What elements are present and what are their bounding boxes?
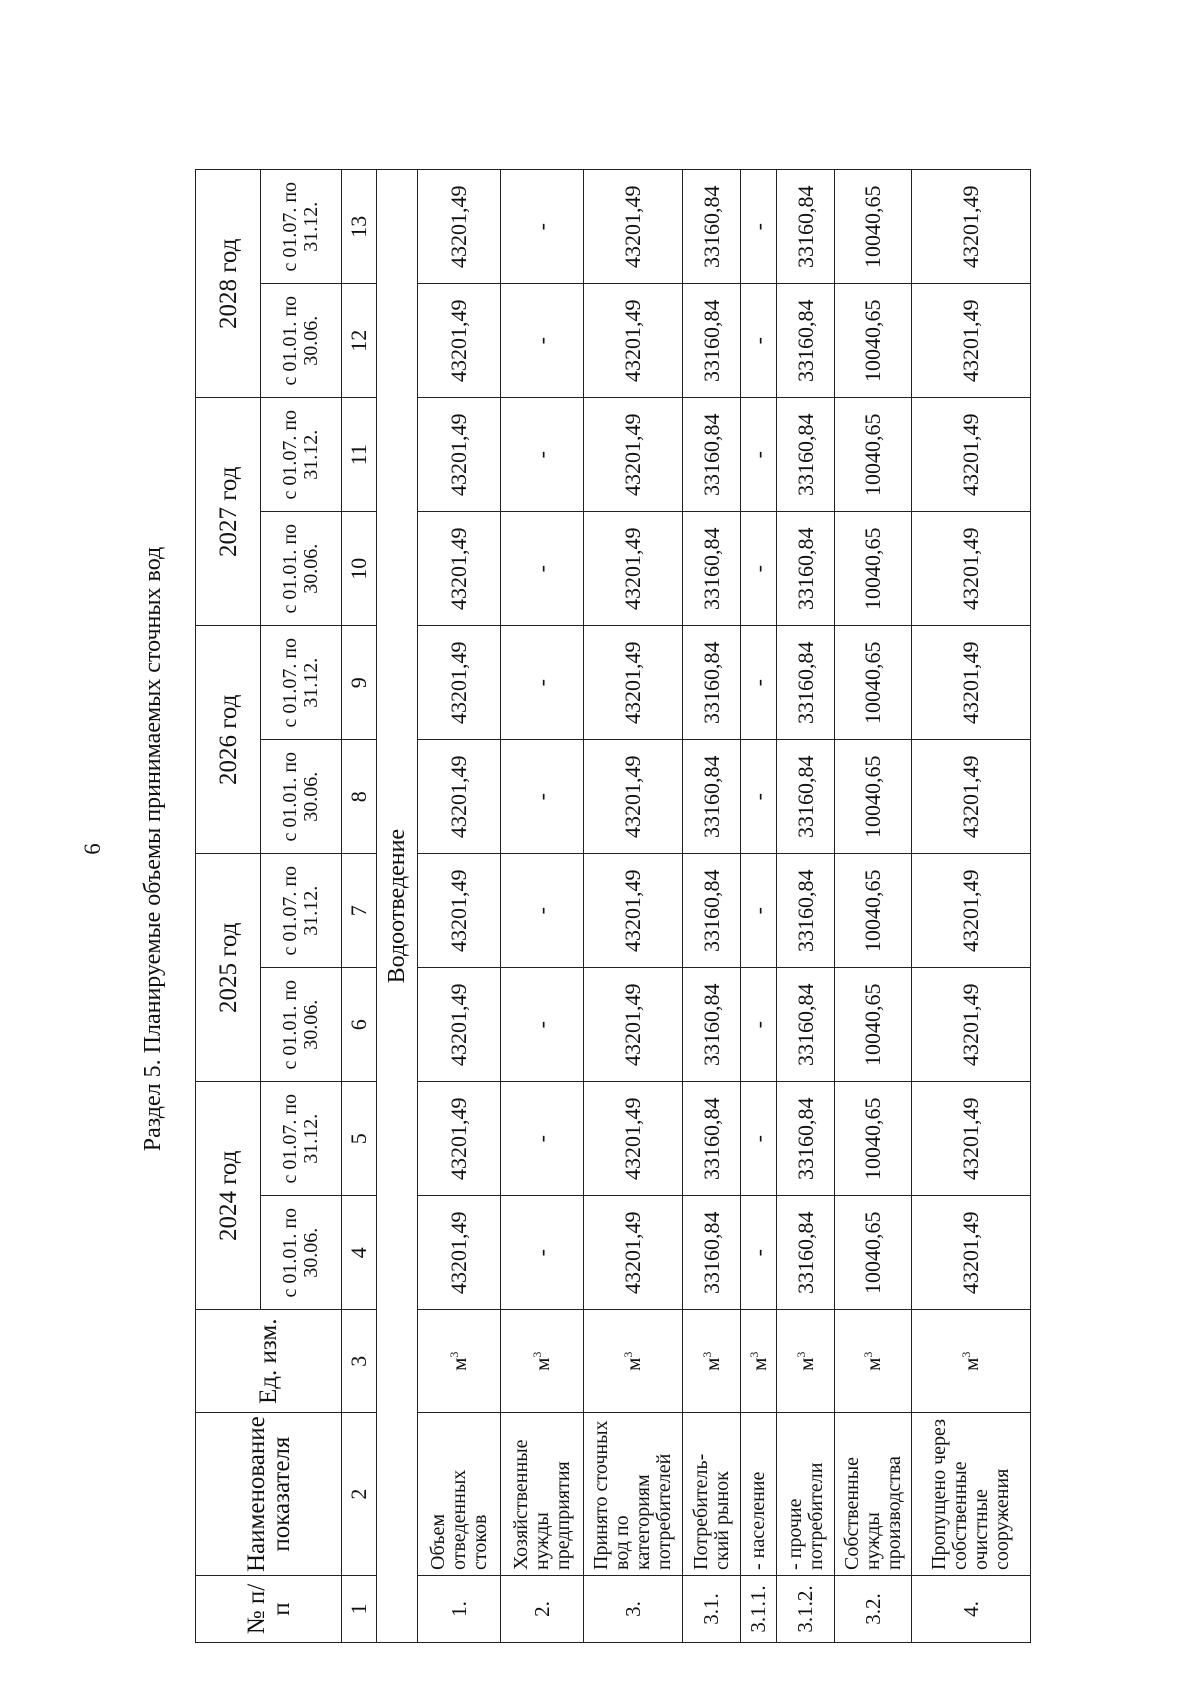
header-year: 2026 год: [196, 626, 261, 854]
row-value: 33160,84: [777, 626, 835, 740]
column-number: 13: [342, 170, 377, 284]
row-value: 10040,65: [835, 626, 912, 740]
header-period-h2: с 01.07. по 31.12.: [261, 854, 342, 968]
row-name: Потребитель-ский рынок: [683, 1413, 741, 1576]
row-name: Хозяйственные нужды предприятия: [501, 1413, 584, 1576]
row-value: 33160,84: [777, 512, 835, 626]
table-row: [584, 170, 683, 1643]
row-value: -: [501, 512, 584, 626]
row-value: -: [741, 740, 777, 854]
table-wrapper: [195, 169, 1031, 1643]
row-value: 43201,49: [912, 284, 1031, 398]
unit-power: 3: [530, 1351, 544, 1358]
unit-label: м: [447, 1357, 471, 1371]
header-period-h1: с 01.01. по 30.06.: [261, 1196, 342, 1310]
unit-power: 3: [447, 1351, 461, 1358]
row-index: 3.1.1.: [741, 1576, 777, 1643]
column-number: 5: [342, 1082, 377, 1196]
row-value: 43201,49: [584, 512, 683, 626]
row-index: 3.: [584, 1576, 683, 1643]
table-row: [683, 170, 741, 1643]
header-num: № п/п: [196, 1576, 342, 1643]
row-value: 43201,49: [912, 626, 1031, 740]
header-name: Наименование показателя: [196, 1413, 342, 1576]
column-number: 6: [342, 968, 377, 1082]
row-value: -: [741, 1082, 777, 1196]
table-row: [912, 170, 1031, 1643]
row-value: -: [501, 854, 584, 968]
row-value: 43201,49: [912, 1082, 1031, 1196]
column-number: 2: [342, 1413, 377, 1576]
header-period-h1: с 01.01. по 30.06.: [261, 968, 342, 1082]
row-unit: [501, 1310, 584, 1413]
row-value: -: [741, 626, 777, 740]
unit-label: м: [699, 1357, 724, 1371]
row-value: 43201,49: [912, 170, 1031, 284]
header-year: 2024 год: [196, 1082, 261, 1310]
row-value: 33160,84: [683, 170, 741, 284]
row-name: Принято сточных вод по категориям потребителей: [584, 1413, 683, 1576]
row-name: Собственные нужды производства: [835, 1413, 912, 1576]
row-value: -: [501, 398, 584, 512]
row-index: 3.1.2.: [777, 1576, 835, 1643]
row-value: -: [741, 284, 777, 398]
row-name: - прочие потребители: [777, 1413, 835, 1576]
header-unit: Ед. изм.: [196, 1310, 342, 1413]
row-value: -: [501, 740, 584, 854]
unit-power: 3: [861, 1351, 875, 1358]
header-period-h2: с 01.07. по 31.12.: [261, 1082, 342, 1196]
row-value: 43201,49: [912, 398, 1031, 512]
row-value: 43201,49: [418, 398, 501, 512]
column-number: 11: [342, 398, 377, 512]
row-index: 3.2.: [835, 1576, 912, 1643]
unit-label: м: [530, 1357, 554, 1371]
header-row-years: [196, 170, 261, 1643]
header-year: 2027 год: [196, 398, 261, 626]
row-value: 10040,65: [835, 1082, 912, 1196]
unit-power: 3: [746, 1351, 761, 1358]
row-value: 10040,65: [835, 512, 912, 626]
row-value: 43201,49: [418, 1196, 501, 1310]
row-value: 10040,65: [835, 398, 912, 512]
row-value: 10040,65: [835, 854, 912, 968]
row-index: 3.1.: [683, 1576, 741, 1643]
row-value: -: [741, 968, 777, 1082]
row-value: 43201,49: [418, 968, 501, 1082]
row-value: 43201,49: [584, 968, 683, 1082]
row-value: 43201,49: [584, 398, 683, 512]
column-number: 3: [342, 1310, 377, 1413]
row-value: 43201,49: [584, 854, 683, 968]
row-index: 1.: [418, 1576, 501, 1643]
row-value: 33160,84: [777, 740, 835, 854]
unit-power: 3: [959, 1351, 973, 1358]
row-unit: [584, 1310, 683, 1413]
column-number: 9: [342, 626, 377, 740]
row-value: -: [501, 170, 584, 284]
row-value: -: [741, 1196, 777, 1310]
page-number: 6: [80, 843, 105, 855]
row-value: 43201,49: [418, 626, 501, 740]
row-value: 43201,49: [584, 170, 683, 284]
row-value: 33160,84: [777, 854, 835, 968]
unit-label: м: [621, 1357, 645, 1371]
row-value: 10040,65: [835, 170, 912, 284]
header-row-column-numbers: [342, 170, 377, 1643]
row-value: 33160,84: [683, 740, 741, 854]
row-value: 33160,84: [777, 1082, 835, 1196]
wastewater-volume-table: [195, 169, 1031, 1643]
column-number: 12: [342, 284, 377, 398]
row-value: 33160,84: [777, 170, 835, 284]
unit-power: 3: [621, 1351, 635, 1358]
row-value: 33160,84: [683, 284, 741, 398]
row-value: -: [741, 512, 777, 626]
row-value: 33160,84: [777, 398, 835, 512]
unit-label: м: [746, 1357, 771, 1371]
row-value: 43201,49: [584, 1082, 683, 1196]
row-name: Пропущено через собственные очистные сооружения: [912, 1413, 1031, 1576]
row-value: -: [501, 626, 584, 740]
row-value: 43201,49: [912, 968, 1031, 1082]
table-row: [835, 170, 912, 1643]
header-period-h1: с 01.01. по 30.06.: [261, 284, 342, 398]
row-value: -: [741, 170, 777, 284]
header-period-h1: с 01.01. по 30.06.: [261, 512, 342, 626]
unit-power: 3: [699, 1351, 714, 1358]
table-row: [741, 170, 777, 1643]
row-index: 2.: [501, 1576, 584, 1643]
row-value: 33160,84: [683, 626, 741, 740]
row-value: 43201,49: [912, 740, 1031, 854]
row-value: 43201,49: [584, 284, 683, 398]
row-value: 43201,49: [418, 740, 501, 854]
row-value: -: [501, 968, 584, 1082]
section-title: Раздел 5. Планируемые объемы принимаемых сточных вод: [140, 546, 166, 1152]
row-value: 43201,49: [584, 740, 683, 854]
row-value: 43201,49: [912, 854, 1031, 968]
row-name: - население: [741, 1413, 777, 1576]
header-period-h2: с 01.07. по 31.12.: [261, 626, 342, 740]
row-unit: [418, 1310, 501, 1413]
row-value: 33160,84: [683, 1082, 741, 1196]
row-value: 33160,84: [683, 512, 741, 626]
column-number: 1: [342, 1576, 377, 1643]
unit-label: м: [959, 1357, 983, 1371]
table-row: [418, 170, 501, 1643]
row-value: 43201,49: [418, 1082, 501, 1196]
row-value: 33160,84: [777, 1196, 835, 1310]
row-value: 33160,84: [683, 398, 741, 512]
column-number: 10: [342, 512, 377, 626]
row-value: 43201,49: [418, 170, 501, 284]
row-name: Объем отведенных стоков: [418, 1413, 501, 1576]
row-value: 10040,65: [835, 284, 912, 398]
row-value: 10040,65: [835, 1196, 912, 1310]
row-value: -: [501, 284, 584, 398]
row-value: 43201,49: [418, 854, 501, 968]
row-unit: [777, 1310, 835, 1413]
row-value: 33160,84: [777, 284, 835, 398]
column-number: 7: [342, 854, 377, 968]
header-period-h1: с 01.01. по 30.06.: [261, 740, 342, 854]
row-value: 33160,84: [683, 854, 741, 968]
header-year: 2028 год: [196, 170, 261, 398]
row-value: 33160,84: [683, 1196, 741, 1310]
table-row: [501, 170, 584, 1643]
row-index: 4.: [912, 1576, 1031, 1643]
unit-label: м: [793, 1357, 818, 1371]
row-value: 10040,65: [835, 968, 912, 1082]
section-label: Водоотведение: [377, 170, 418, 1643]
row-value: 33160,84: [683, 968, 741, 1082]
row-unit: [683, 1310, 741, 1413]
row-value: 43201,49: [584, 626, 683, 740]
column-number: 4: [342, 1196, 377, 1310]
row-value: 43201,49: [912, 1196, 1031, 1310]
header-period-h2: с 01.07. по 31.12.: [261, 398, 342, 512]
row-value: 43201,49: [584, 1196, 683, 1310]
section-row: [377, 170, 418, 1643]
row-value: 10040,65: [835, 740, 912, 854]
row-value: -: [501, 1196, 584, 1310]
row-value: 43201,49: [418, 512, 501, 626]
row-value: 43201,49: [912, 512, 1031, 626]
row-value: 33160,84: [777, 968, 835, 1082]
header-year: 2025 год: [196, 854, 261, 1082]
column-number: 8: [342, 740, 377, 854]
table-row: [777, 170, 835, 1643]
row-unit: [835, 1310, 912, 1413]
row-value: -: [741, 854, 777, 968]
unit-power: 3: [793, 1351, 808, 1358]
row-value: -: [741, 398, 777, 512]
row-unit: [741, 1310, 777, 1413]
row-value: -: [501, 1082, 584, 1196]
header-period-h2: с 01.07. по 31.12.: [261, 170, 342, 284]
unit-label: м: [861, 1357, 885, 1371]
row-value: 43201,49: [418, 284, 501, 398]
row-unit: [912, 1310, 1031, 1413]
